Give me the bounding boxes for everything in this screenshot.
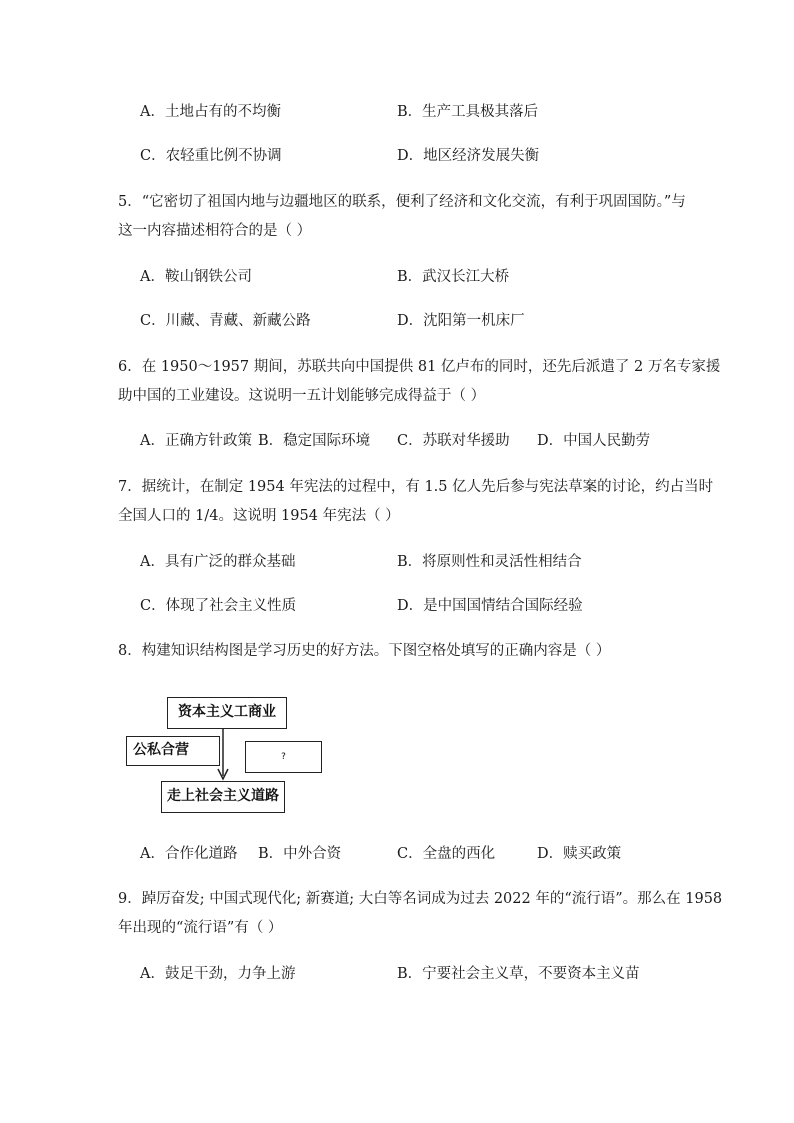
q9-stem-line2: 年出现的“流行语”有（ ） <box>118 920 283 936</box>
q8-stem: 8．构建知识结构图是学习历史的好方法。下图空格处填写的正确内容是（ ） <box>118 643 611 659</box>
q6-option-c: C．苏联对华援助 <box>397 433 510 449</box>
q6-stem-line1: 6．在 1950～1957 期间，苏联共向中国提供 81 亿卢布的同时，还先后派遣了 2 万名专家援 <box>118 359 721 375</box>
q4-option-c: C．农轻重比例不协调 <box>140 148 282 164</box>
q9-stem-line1: 9．踔厉奋发; 中国式现代化; 新赛道; 大白等名词成为过去 2022 年的“流行语”。那么在 1958 <box>118 891 723 907</box>
q7-option-b: B．将原则性和灵活性相结合 <box>397 554 582 570</box>
q4-option-a: A．土地占有的不均衡 <box>140 104 281 120</box>
q7-option-d: D．是中国国情结合国际经验 <box>397 598 583 614</box>
q5-option-d: D．沈阳第一机床厂 <box>397 313 525 329</box>
q5-stem-line2: 这一内容描述相符合的是（ ） <box>118 223 312 239</box>
q9-option-b: B．宁要社会主义草，不要资本主义苗 <box>397 966 640 982</box>
q9-option-a: A．鼓足干劲，力争上游 <box>140 966 296 982</box>
q6-option-d: D．中国人民勤劳 <box>537 433 651 449</box>
q7-option-c: C．体现了社会主义性质 <box>140 598 297 614</box>
q5-option-b: B．武汉长江大桥 <box>397 269 510 285</box>
q8-option-c: C．全盘的西化 <box>397 846 496 862</box>
diagram-left-box: 公私合营 <box>126 736 220 766</box>
q5-option-c: C．川藏、青藏、新藏公路 <box>140 313 311 329</box>
q8-option-d: D．赎买政策 <box>537 846 622 862</box>
q8-option-a: A．合作化道路 <box>140 846 238 862</box>
q6-option-a: A．正确方针政策 <box>140 433 252 449</box>
q8-option-b: B．中外合资 <box>258 846 342 862</box>
q6-option-b: B．稳定国际环境 <box>258 433 371 449</box>
diagram-top-box: 资本主义工商业 <box>167 697 287 729</box>
q7-stem-line1: 7．据统计，在制定 1954 年宪法的过程中，有 1.5 亿人先后参与宪法草案的讨论，约占当时 <box>118 479 714 495</box>
q5-stem-line1: 5．“它密切了祖国内地与边疆地区的联系，便利了经济和文化交流，有利于巩固国防。”与 <box>118 194 686 210</box>
q7-stem-line2: 全国人口的 1/4。这说明 1954 年宪法（ ） <box>118 508 400 524</box>
q5-option-a: A．鞍山钢铁公司 <box>140 269 252 285</box>
diagram-blank-box: ? <box>245 741 322 773</box>
q4-option-b: B．生产工具极其落后 <box>397 104 539 120</box>
q7-option-a: A．具有广泛的群众基础 <box>140 554 296 570</box>
q6-stem-line2: 助中国的工业建设。这说明一五计划能够完成得益于（ ） <box>118 388 486 404</box>
diagram-bottom-box: 走上社会主义道路 <box>161 781 285 813</box>
q4-option-d: D．地区经济发展失衡 <box>397 148 540 164</box>
